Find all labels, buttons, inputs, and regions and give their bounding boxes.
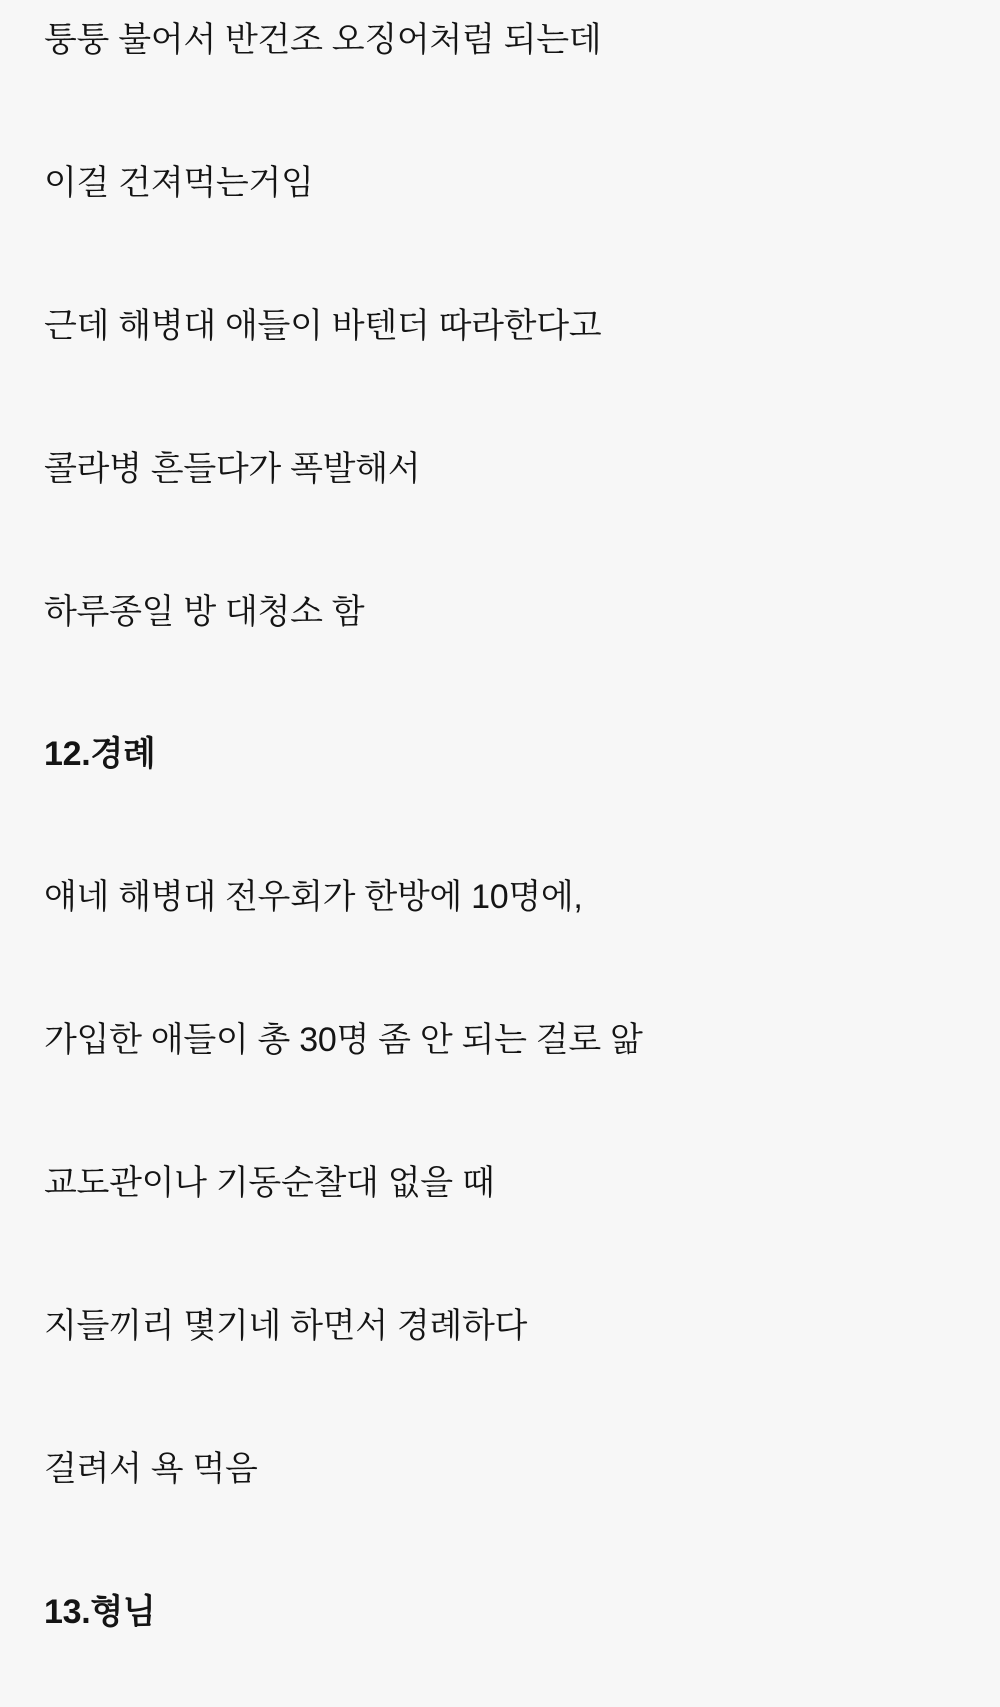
text-paragraph: 퉁퉁 불어서 반건조 오징어처럼 되는데: [44, 21, 602, 59]
text-paragraph: 하루종일 방 대청소 함: [44, 592, 365, 631]
text-paragraph: 지들끼리 몇기네 하면서 경례하다: [44, 1306, 528, 1345]
text-paragraph: 걸려서 욕 먹음: [44, 1449, 258, 1488]
text-paragraph: 근데 해병대 애들이 바텐더 따라한다고: [44, 306, 602, 345]
text-paragraph: 가입한 애들이 총 30명 좀 안 되는 걸로 앎: [44, 1021, 643, 1060]
text-paragraph: 이걸 건져먹는거임: [44, 163, 314, 202]
text-paragraph: 교도관이나 기동순찰대 없을 때: [44, 1164, 495, 1202]
section-heading-12: 12.경례: [44, 735, 156, 774]
text-paragraph: 콜라병 흔들다가 폭발해서: [44, 449, 421, 488]
text-paragraph: 얘네 해병대 전우회가 한방에 10명에,: [44, 878, 583, 917]
section-heading-13: 13.형님: [44, 1592, 156, 1631]
